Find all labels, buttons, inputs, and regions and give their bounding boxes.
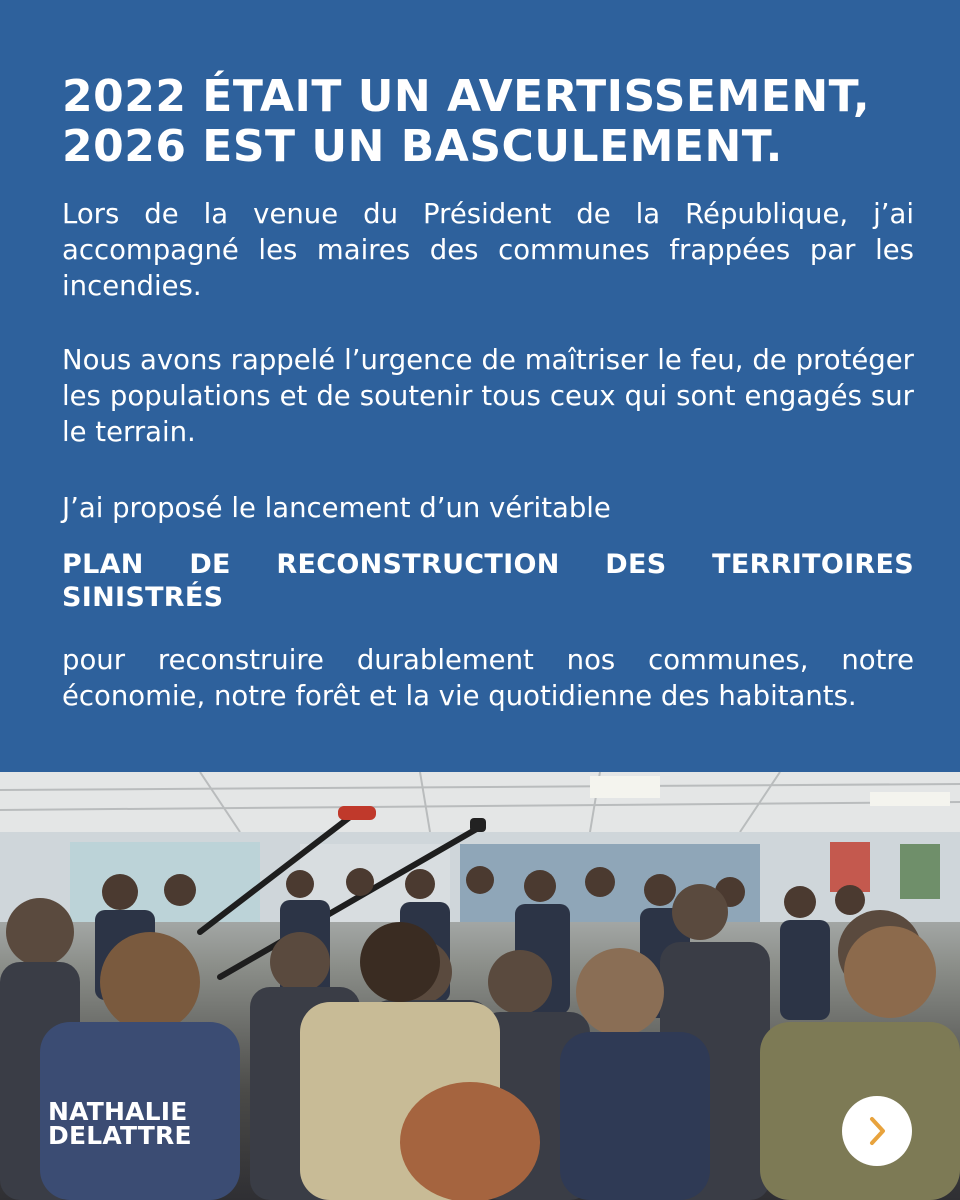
headline <box>62 72 922 172</box>
headline-line-2: 2026 EST UN BASCULEMENT. <box>62 121 783 172</box>
signature-first-name: NATHALIE <box>48 1097 188 1126</box>
paragraph-goals: pour reconstruire durablement nos communes, notre économie, notre forêt et la vie quotidienne des habitants. <box>62 644 914 712</box>
headline-line-1: 2022 ÉTAIT UN AVERTISSEMENT, <box>62 71 871 122</box>
paragraph-visit: Lors de la venue du Président de la République, j’ai accompagné les maires des communes frappées par les incendies. <box>62 198 914 302</box>
plan-title: PLAN DE RECONSTRUCTION DES TERRITOIRES SINISTRÉS <box>62 549 914 613</box>
chevron-right-icon <box>860 1114 894 1148</box>
signature-last-name: DELATTRE <box>48 1121 192 1150</box>
paragraph-urgency: Nous avons rappelé l’urgence de maîtriser le feu, de protéger les populations et de soutenir tous ceux qui sont engagés sur le terrain. <box>62 344 914 448</box>
signature-logo <box>48 1097 192 1150</box>
paragraph-proposal: J’ai proposé le lancement d’un véritable <box>62 492 611 524</box>
next-slide-button[interactable] <box>842 1096 912 1166</box>
